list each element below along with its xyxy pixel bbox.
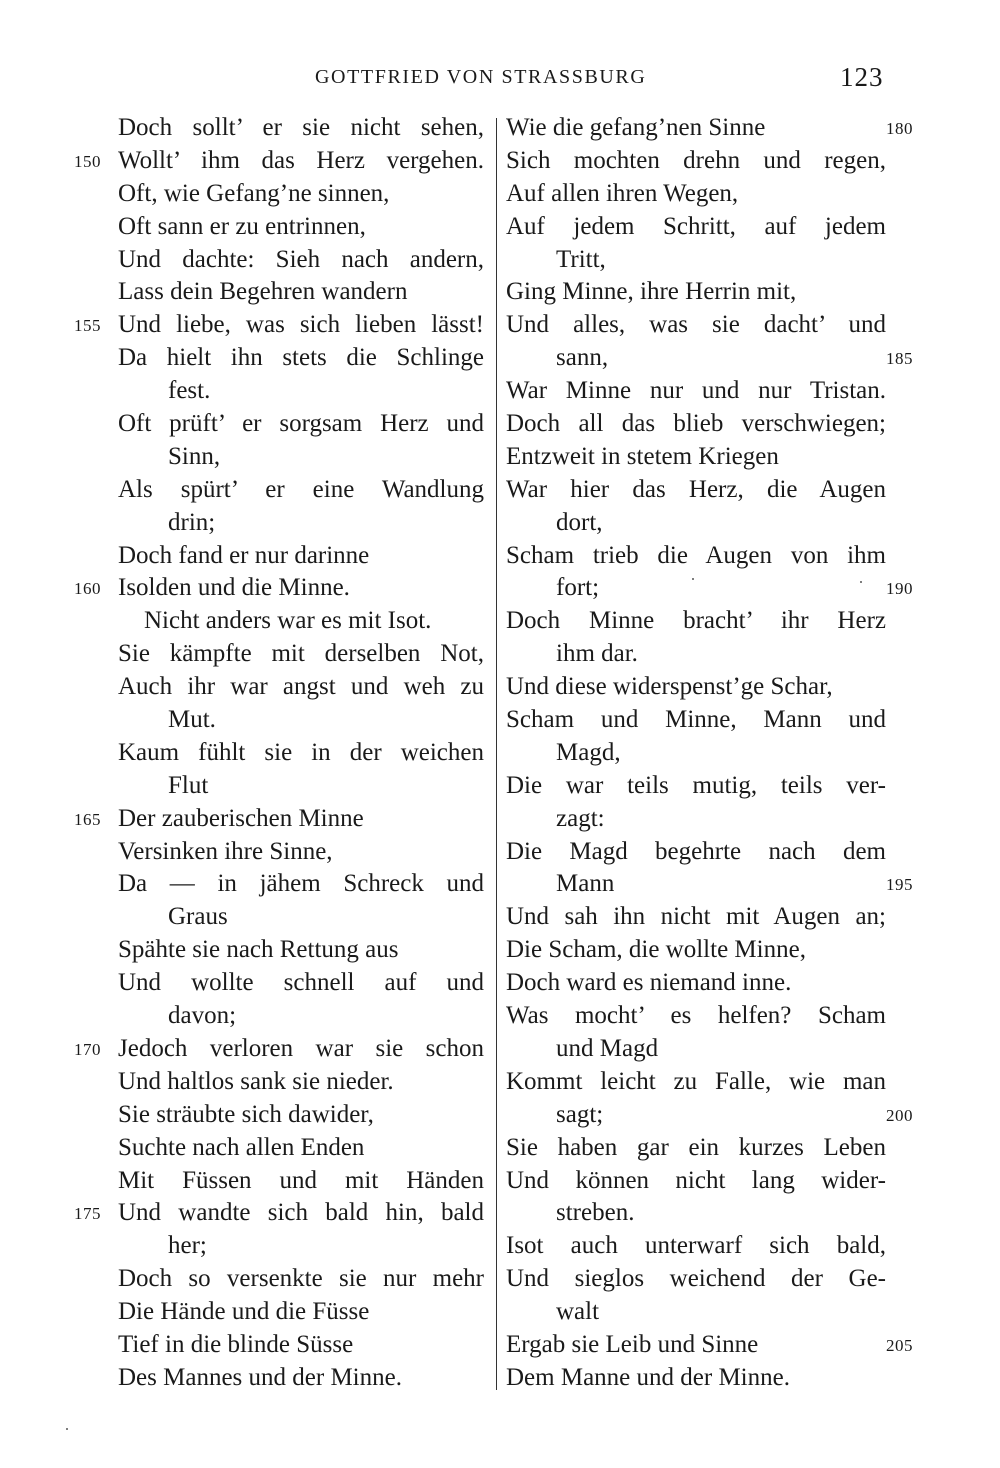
line-number: 205 — [886, 1335, 913, 1355]
verse-line: 195 Mann — [506, 868, 886, 901]
verse-line: fest. — [168, 377, 211, 405]
verse-line: Die Magd begehrte nach dem — [506, 837, 886, 865]
verse-line: Sie sträubte sich dawider, — [118, 1100, 374, 1128]
verse-line: Graus — [168, 903, 228, 931]
verse-line: Sinn, — [168, 442, 221, 470]
line-number: 180 — [886, 119, 913, 138]
verse-line: Die war teils mutig, teils ver- — [506, 771, 886, 799]
verse-line: Doch fand er nur darinne — [118, 541, 370, 569]
verse-line: Sie kämpfte mit derselben Not, — [118, 640, 484, 668]
verse-line: Kaum fühlt sie in der weichen — [118, 738, 484, 766]
line-number: 150 — [74, 151, 101, 171]
verse-line: 160 Isolden und die Minne. — [118, 572, 484, 605]
verse-line: Sich mochten drehn und regen, — [506, 146, 886, 174]
verse-line: Auch ihr war angst und weh zu — [118, 673, 484, 701]
verse-line: 190 fort; — [506, 572, 886, 605]
verse-line: zagt: — [556, 804, 605, 832]
verse-line: War hier das Herz, die Augen — [506, 475, 886, 503]
line-number: 190 — [886, 579, 913, 599]
verse-line: Und haltlos sank sie nieder. — [118, 1067, 394, 1095]
verse-line: Dem Manne und der Minne. — [506, 1363, 790, 1391]
verse-line: Und wollte schnell auf und — [118, 969, 484, 997]
left-column — [74, 112, 484, 1395]
verse-line: Sie haben gar ein kurzes Leben — [506, 1133, 886, 1161]
verse-line: Was mocht’ es helfen? Scham — [506, 1002, 886, 1030]
verse-line: Die Scham, die wollte Minne, — [506, 936, 806, 964]
verse-line: Scham und Minne, Mann und — [506, 706, 886, 734]
verse-line: Scham trieb die Augen von ihm — [506, 541, 886, 569]
verse-line: Auf allen ihren Wegen, — [506, 179, 739, 207]
verse-line: Lass dein Begehren wandern — [118, 278, 408, 306]
verse-line: Nicht anders war es mit Isot. — [144, 607, 432, 635]
verse-line: Flut — [168, 771, 209, 799]
verse-line: 165 Der zauberischen Minne — [118, 803, 484, 836]
line-number: 160 — [74, 579, 101, 599]
verse-line: Mit Füssen und mit Händen — [118, 1166, 484, 1194]
verse-line: Entzweit in stetem Kriegen — [506, 442, 779, 470]
verse-line: 205 Ergab sie Leib und Sinne — [506, 1329, 886, 1362]
line-number: 165 — [74, 809, 101, 829]
verse-line: Die Hände und die Füsse — [118, 1298, 370, 1326]
right-column — [506, 112, 913, 1395]
verse-line: Und alles, was sie dacht’ und — [506, 311, 886, 339]
verse-line: Als spürt’ er eine Wandlung — [118, 475, 484, 503]
verse-line: Kommt leicht zu Falle, wie man — [506, 1067, 886, 1095]
verse-line: Doch all das blieb verschwiegen; — [506, 410, 886, 438]
verse-line: Versinken ihre Sinne, — [118, 837, 333, 865]
verse-line: Tief in die blinde Süsse — [118, 1330, 354, 1358]
line-number: 170 — [74, 1039, 101, 1059]
page-header — [0, 62, 1000, 96]
verse-line: dort, — [556, 508, 603, 536]
verse-line: 180 Wie die gefang’nen Sinne — [506, 112, 886, 145]
column-divider — [496, 118, 497, 1390]
running-title: GOTTFRIED VON STRASSBURG — [315, 66, 647, 88]
verse-line: davon; — [168, 1002, 237, 1030]
line-number: 200 — [886, 1105, 913, 1125]
verse-line: Spähte sie nach Rettung aus — [118, 936, 399, 964]
verse-line: 185 sann, — [506, 342, 886, 375]
verse-line: her; — [168, 1232, 207, 1260]
verse-line: und Magd — [556, 1034, 659, 1062]
verse-line: Des Mannes und der Minne. — [118, 1363, 402, 1391]
verse-line: 155 Und liebe, was sich lieben lässt! — [118, 309, 484, 342]
verse-line: 170 Jedoch verloren war sie schon — [118, 1033, 484, 1066]
verse-line: Oft prüft’ er sorgsam Herz und — [118, 410, 484, 438]
verse-line: Und können nicht lang wider- — [506, 1166, 886, 1194]
verse-line: Isot auch unterwarf sich bald, — [506, 1232, 886, 1260]
page-number: 123 — [840, 62, 884, 92]
verse-line: 150 Wollt’ ihm das Herz vergehen. — [118, 145, 484, 178]
verse-line: Magd, — [556, 738, 621, 766]
verse-line: War Minne nur und nur Tristan. — [506, 377, 886, 405]
verse-line: Und diese widerspenst’ge Schar, — [506, 673, 833, 701]
verse-line: Oft, wie Gefang’ne sinnen, — [118, 179, 390, 207]
verse-line: 175 Und wandte sich bald hin, bald — [118, 1197, 484, 1230]
verse-line: Oft sann er zu entrinnen, — [118, 212, 366, 240]
line-number: 195 — [886, 875, 913, 895]
verse-line: Tritt, — [556, 245, 606, 273]
verse-line: Doch sollt’ er sie nicht sehen, — [118, 114, 484, 141]
verse-line: ihm dar. — [556, 640, 638, 668]
verse-line: 200 sagt; — [506, 1099, 886, 1132]
verse-line: Da — in jähem Schreck und — [118, 870, 484, 898]
verse-line: walt — [556, 1298, 600, 1326]
print-speck — [692, 578, 694, 580]
verse-line: drin; — [168, 508, 216, 536]
verse-line: Mut. — [168, 706, 216, 734]
verse-line: Doch ward es niemand inne. — [506, 969, 792, 997]
line-number: 175 — [74, 1204, 101, 1224]
line-number: 185 — [886, 349, 913, 369]
verse-line: Ging Minne, ihre Herrin mit, — [506, 278, 797, 306]
verse-line: Und dachte: Sieh nach andern, — [118, 245, 484, 273]
verse-line: Doch Minne bracht’ ihr Herz — [506, 607, 886, 635]
verse-line: Und sieglos weichend der Ge- — [506, 1265, 886, 1293]
verse-line: Suchte nach allen Enden — [118, 1133, 365, 1161]
verse-line: Doch so versenkte sie nur mehr — [118, 1265, 484, 1293]
print-speck — [860, 581, 862, 583]
print-speck — [66, 1428, 68, 1430]
line-number: 155 — [74, 316, 101, 336]
verse-line: Da hielt ihn stets die Schlinge — [118, 344, 484, 372]
verse-line: Und sah ihn nicht mit Augen an; — [506, 903, 886, 931]
verse-line: streben. — [556, 1199, 635, 1227]
verse-line: Auf jedem Schritt, auf jedem — [506, 212, 886, 240]
